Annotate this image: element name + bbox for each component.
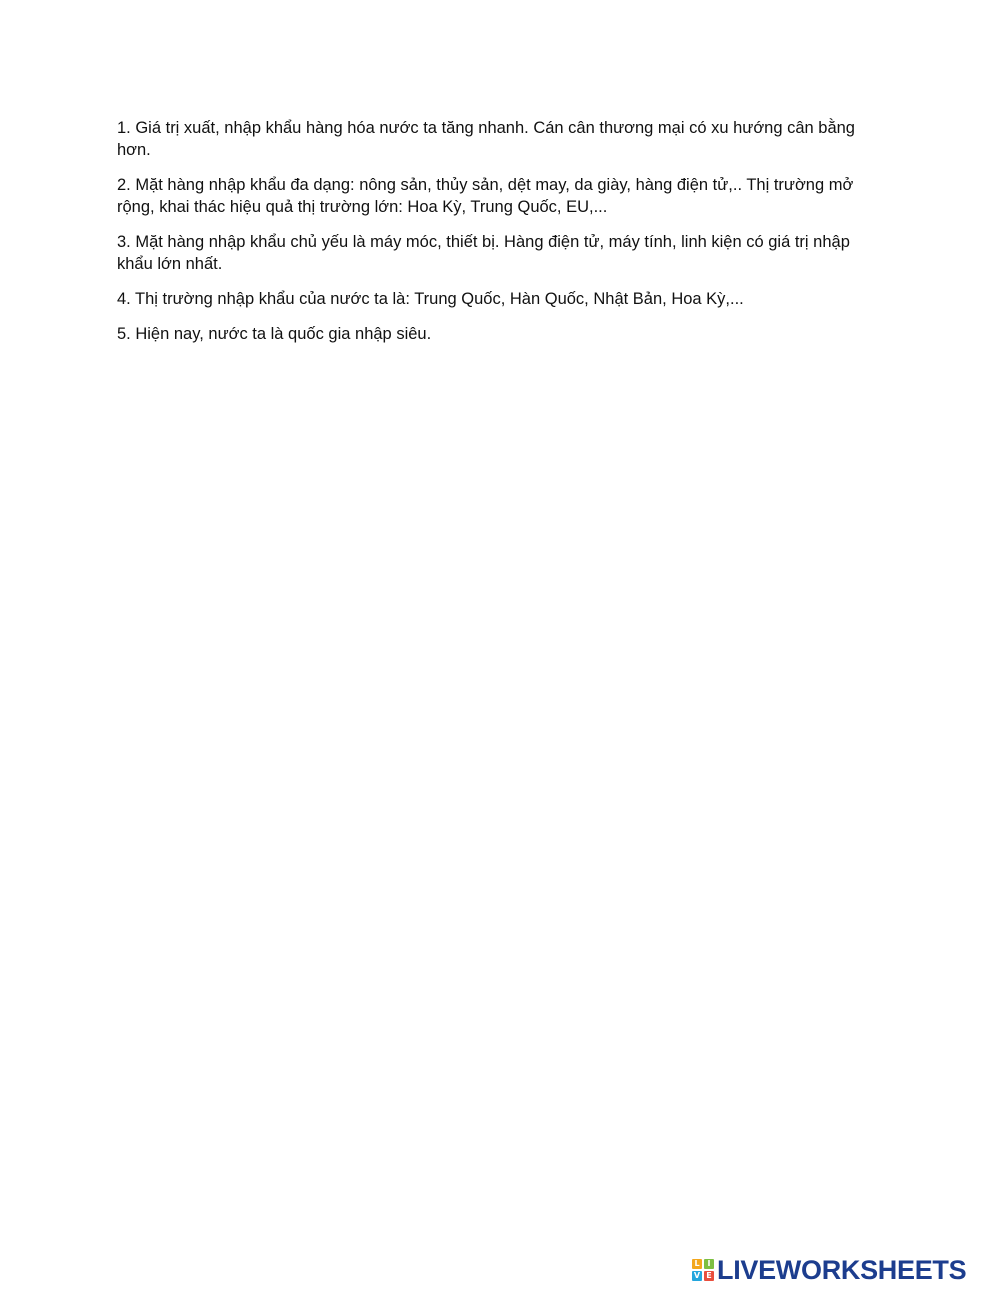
logo-block-e: E [704,1271,714,1281]
statement-3: 3. Mặt hàng nhập khẩu chủ yếu là máy móc, thiết bị. Hàng điện tử, máy tính, linh kiện có giá trị nhập khẩu lớn nhất. [117,233,850,273]
statement-1: 1. Giá trị xuất, nhập khẩu hàng hóa nước ta tăng nhanh. Cán cân thương mại có xu hướng cân bằng hơn. [117,119,855,159]
statement-2: 2. Mặt hàng nhập khẩu đa dạng: nông sản, thủy sản, dệt may, da giày, hàng điện tử,.. Thị trường mở rộng, khai thác hiệu quả thị trường lớn: Hoa Kỳ, Trung Quốc, EU,... [117,176,854,216]
logo-block-i: I [704,1259,714,1269]
logo-block-l: L [692,1259,702,1269]
logo-block-v: V [693,1271,701,1280]
brand-name: LIVEWORKSHEETS [717,1255,967,1285]
statement-5: 5. Hiện nay, nước ta là quốc gia nhập siêu. [117,325,432,343]
statement-list [117,117,887,358]
statement-4: 4. Thị trường nhập khẩu của nước ta là: Trung Quốc, Hàn Quốc, Nhật Bản, Hoa Kỳ,... [117,290,744,308]
liveworksheets-logo [692,1255,966,1285]
live-blocks-icon [692,1259,714,1281]
